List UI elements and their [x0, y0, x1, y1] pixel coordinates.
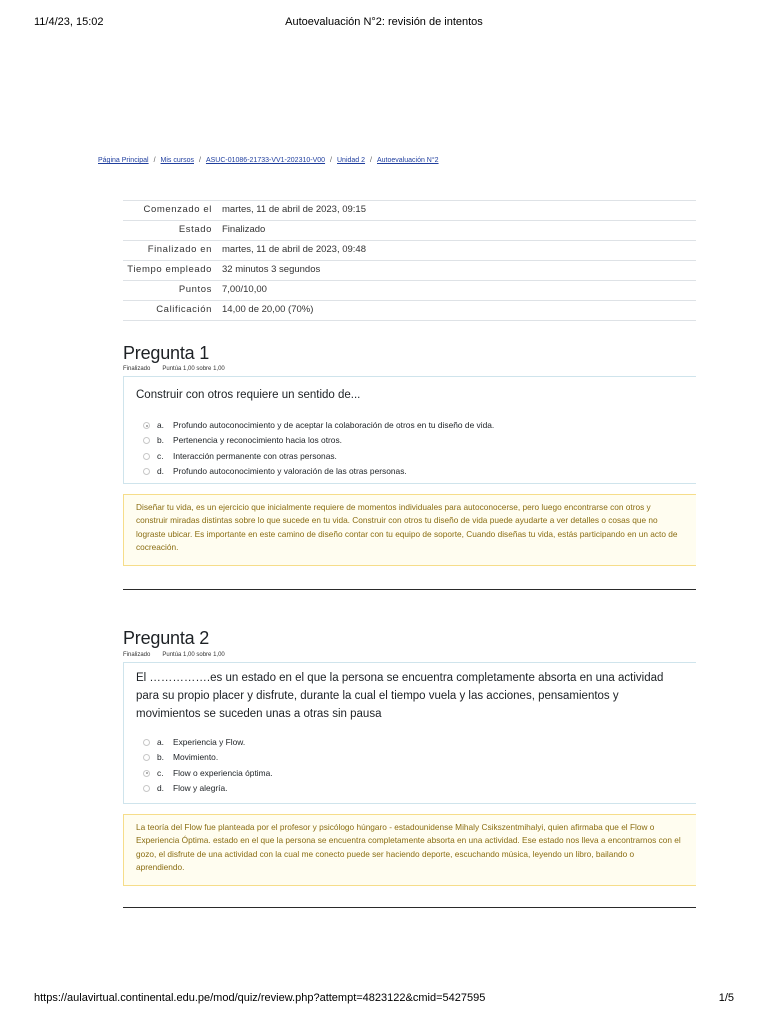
radio-selected-icon[interactable]: [143, 770, 150, 777]
attempt-summary-table: [123, 200, 696, 321]
summary-row-marks: [123, 281, 696, 301]
print-footer: [34, 992, 734, 1008]
answer-letter: a.: [157, 420, 164, 430]
radio-icon[interactable]: [143, 437, 150, 444]
summary-value: martes, 11 de abril de 2023, 09:15: [218, 201, 696, 221]
answer-letter: d.: [157, 782, 164, 793]
question-text: El …………….es un estado en el que la persona se encuentra completamente absorta en una actividad para su propio placer y disfrute, durante la cual el tiempo vuela y las acciones, pensamientos y movimientos se suceden unas a otras sin pausa: [136, 672, 664, 720]
radio-icon[interactable]: [143, 754, 150, 761]
question-1-title: Pregunta 1: [123, 343, 210, 363]
answer-list: [124, 735, 696, 796]
answer-text: Movimiento.: [173, 752, 219, 763]
answer-letter: c.: [157, 767, 164, 778]
breadcrumb-home[interactable]: Página Principal: [98, 157, 149, 164]
summary-row-time-taken: [123, 261, 696, 281]
summary-value: 7,00/10,00: [218, 281, 696, 301]
summary-value: Finalizado: [218, 221, 696, 241]
answer-option[interactable]: [143, 781, 696, 796]
question-2-feedback: La teoría del Flow fue planteada por el profesor y psicólogo húngaro - estadounidense Mihaly Csikszentmihalyi, quien afirmaba que el Flow o Experiencia Óptima. estado en el que la persona se encuentra completamente absorta en una actividad. Ese estado nos lleva a encontrarnos con el gozo, el disfrute de una actividad con la cual me conecto puede ser haciendo deporte, escuchando música, leyendo un libro, bailando o aprendiendo.: [123, 814, 696, 886]
summary-label: Tiempo empleado: [123, 261, 218, 281]
radio-icon[interactable]: [143, 785, 150, 792]
breadcrumb-my-courses[interactable]: Mis cursos: [160, 157, 194, 164]
answer-option[interactable]: [143, 735, 696, 750]
summary-row-grade: [123, 301, 696, 321]
summary-row-finished: [123, 241, 696, 261]
answer-option[interactable]: [143, 464, 696, 479]
radio-icon[interactable]: [143, 468, 150, 475]
breadcrumb-quiz[interactable]: Autoevaluación N°2: [376, 157, 439, 164]
answer-letter: a.: [157, 737, 164, 747]
summary-label: Estado: [123, 221, 218, 241]
answer-text: Flow y alegría.: [173, 782, 228, 793]
print-date: 11/4/23, 15:02: [34, 16, 104, 28]
answer-option[interactable]: [143, 433, 696, 448]
question-divider: [123, 589, 696, 590]
question-2-meta: [123, 652, 225, 658]
summary-value: martes, 11 de abril de 2023, 09:48: [218, 241, 696, 261]
answer-text: Experiencia y Flow.: [173, 737, 246, 747]
question-1-feedback: Diseñar tu vida, es un ejercicio que inicialmente requiere de momentos individuales para autoconocerse, pero luego encontrarse con otros y construir miradas distintas sobre lo que sucede en tu vida. Construir con otros tu diseño de vida puede ayudarte a ver detalles o cosas que no lograste ubicar. Es importante en este camino de diseño contar con tu equipo de soporte, Cuando diseñas tu vida, estás participando en un acto de cocreación.: [123, 494, 696, 566]
question-text: Construir con otros requiere un sentido de...: [136, 389, 361, 401]
question-status: Finalizado: [123, 652, 151, 658]
answer-option[interactable]: [143, 418, 696, 433]
breadcrumb-separator: /: [199, 157, 201, 164]
print-title: Autoevaluación N°2: revisión de intentos: [285, 16, 483, 28]
breadcrumb-separator: /: [330, 157, 332, 164]
answer-text: Profundo autoconocimiento y de aceptar la colaboración de otros en tu diseño de vida.: [173, 420, 495, 430]
summary-label: Finalizado en: [123, 241, 218, 261]
answer-option[interactable]: [143, 449, 696, 464]
question-score: Puntúa 1,00 sobre 1,00: [162, 366, 225, 372]
answer-text: Profundo autoconocimiento y valoración de las otras personas.: [173, 465, 407, 476]
breadcrumb-course[interactable]: ASUC-01086-21733-VV1-202310-V00: [205, 157, 326, 164]
summary-label: Comenzado el: [123, 201, 218, 221]
summary-label: Puntos: [123, 281, 218, 301]
answer-text: Pertenencia y reconocimiento hacia los otros.: [173, 435, 342, 446]
question-divider: [123, 907, 696, 908]
summary-label: Calificación: [123, 301, 218, 321]
answer-option[interactable]: [143, 766, 696, 781]
answer-letter: d.: [157, 465, 164, 476]
question-2-title: Pregunta 2: [123, 628, 210, 648]
breadcrumb: [98, 157, 439, 164]
question-2-box: [123, 662, 696, 804]
answer-option[interactable]: [143, 750, 696, 765]
answer-list: [124, 418, 696, 479]
breadcrumb-separator: /: [153, 157, 156, 164]
answer-letter: c.: [157, 450, 164, 461]
print-url: https://aulavirtual.continental.edu.pe/mod/quiz/review.php?attempt=4823122&cmid=5427595: [34, 992, 486, 1004]
summary-row-state: [123, 221, 696, 241]
answer-letter: b.: [157, 435, 164, 446]
breadcrumb-unit[interactable]: Unidad 2: [337, 157, 366, 164]
answer-text: Flow o experiencia óptima.: [173, 767, 273, 778]
answer-text: Interacción permanente con otras personas.: [173, 450, 337, 461]
summary-row-started: [123, 201, 696, 221]
radio-selected-icon[interactable]: [143, 422, 150, 429]
question-1-meta: [123, 366, 225, 372]
print-header: [34, 16, 734, 32]
summary-value: 32 minutos 3 segundos: [218, 261, 696, 281]
breadcrumb-separator: /: [370, 157, 372, 164]
print-page-number: 1/5: [718, 992, 734, 1004]
radio-icon[interactable]: [143, 453, 150, 460]
question-1-box: [123, 376, 696, 484]
radio-icon[interactable]: [143, 739, 150, 746]
answer-letter: b.: [157, 752, 164, 763]
question-status: Finalizado: [123, 366, 151, 372]
question-score: Puntúa 1,00 sobre 1,00: [162, 652, 225, 658]
summary-value: 14,00 de 20,00 (70%): [218, 301, 696, 321]
